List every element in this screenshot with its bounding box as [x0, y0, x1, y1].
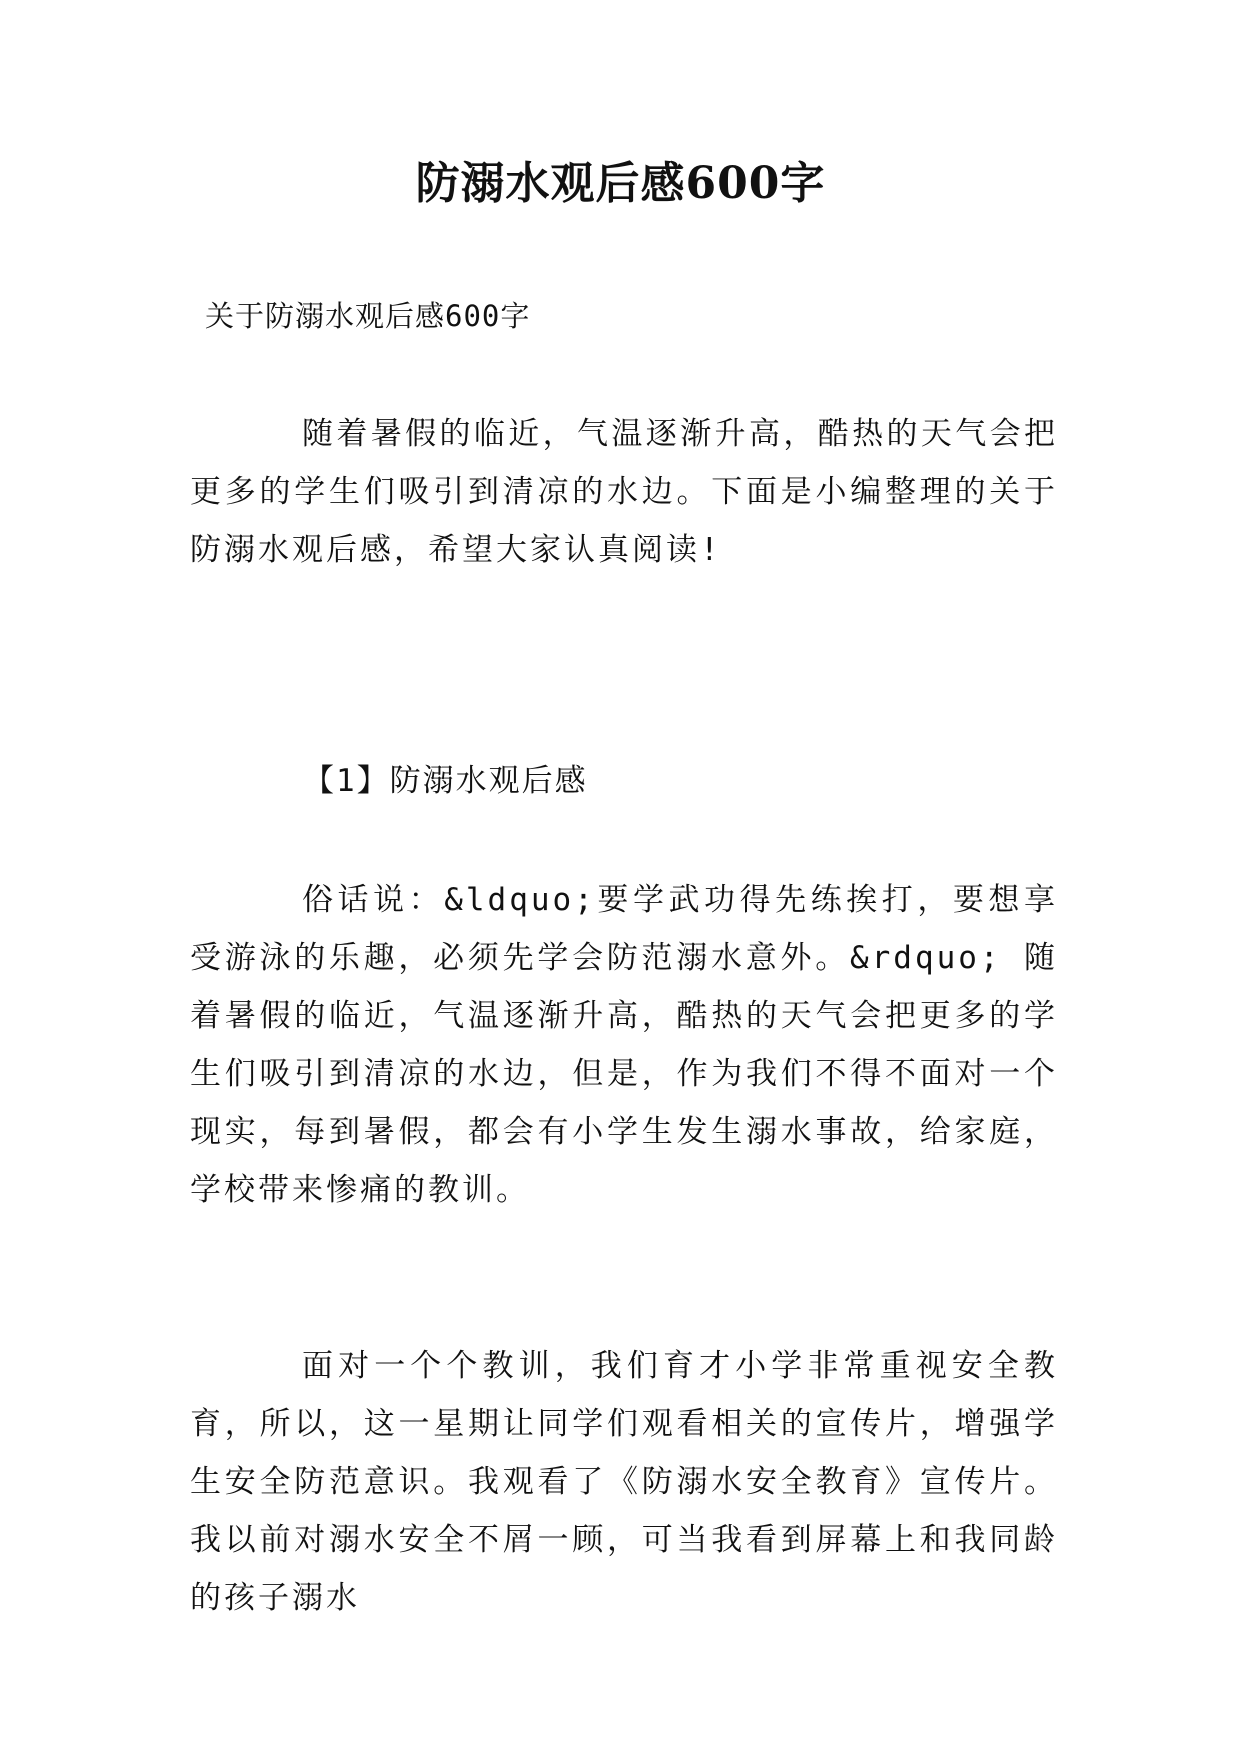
document-subtitle: 关于防溺水观后感600字 [205, 299, 531, 333]
intro-paragraph: 随着暑假的临近，气温逐渐升高，酷热的天气会把更多的学生们吸引到清凉的水边。下面是小编整理的关于防溺水观后感，希望大家认真阅读! [190, 416, 1058, 568]
body-paragraph-1: 俗话说：&ldquo;要学武功得先练挨打，要想享受游泳的乐趣，必须先学会防范溺水意外。&rdquo; 随着暑假的临近，气温逐渐升高，酷热的天气会把更多的学生们吸引到清凉的水边，但是，作为我们不得不面对一个现实，每到暑假，都会有小学生发生溺水事故，给家庭，学校带来惨痛的教训。 [190, 882, 1058, 1208]
body-paragraph-2: 面对一个个教训，我们育才小学非常重视安全教育，所以，这一星期让同学们观看相关的宣传片，增强学生安全防范意识。我观看了《防溺水安全教育》宣传片。我以前对溺水安全不屑一顾，可当我看到屏幕上和我同龄的孩子溺水 [190, 1348, 1058, 1616]
document-title: 防溺水观后感600字 [415, 158, 826, 209]
section-heading: 【1】防溺水观后感 [303, 763, 588, 799]
